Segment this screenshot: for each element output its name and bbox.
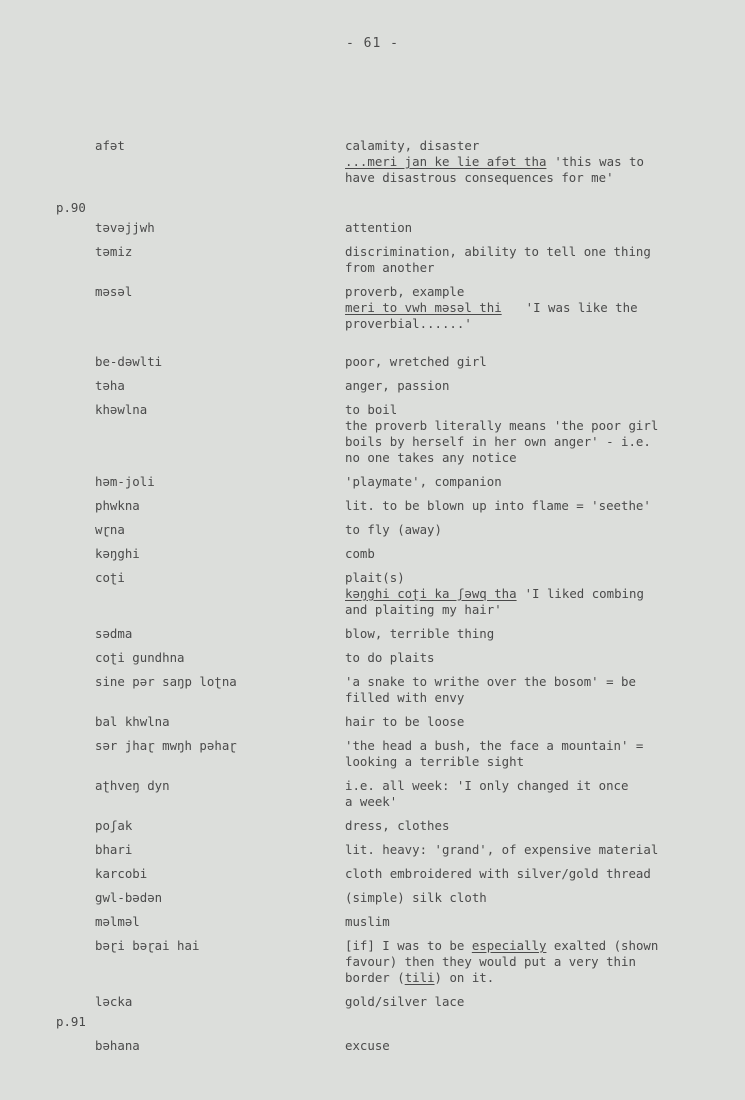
entry-term: bal khwlna [95,714,170,729]
entry-bhari [0,842,745,858]
entry-sadma [0,626,745,642]
entry-definition: 'the head a bush, the face a mountain' = looking a terrible sight [345,738,644,769]
entry-term: sine pər saŋp loʈna [95,674,237,689]
page-number: - 61 - [346,36,399,51]
glossary-list [0,138,745,1054]
entry-term: təmiz [95,244,133,259]
entry-khawlna [0,402,745,466]
entry-tavajjwh [0,220,745,236]
entry-term: ləcka [95,994,133,1009]
entry-term: bəɽi bəɽai hai [95,938,200,953]
entry-term: poʃak [95,818,133,833]
entry-term: coʈi gundhna [95,650,185,665]
entry-term: sər jhaɽ mwŋh pəhaɽ [95,738,237,753]
entry-term: həm-joli [95,474,155,489]
page-marker-p91: p.91 [56,1014,86,1029]
entry-term: phwkna [95,498,140,513]
entry-definition: to boil the proverb literally means 'the poor girl boils by herself in her own anger' - i.e. no one takes any notice [345,402,659,465]
entry-term: məsəl [95,284,133,299]
entry-term: be-dəwlti [95,354,163,369]
entry-karcobi [0,866,745,882]
entry-wrna [0,522,745,538]
entry-tamiz [0,244,745,276]
entry-definition: to do plaits [345,650,435,665]
entry-definition: [if] I was to be especially exalted (shown favour) then they would put a very thin border (tili) on it. [345,938,659,985]
entry-bal [0,714,745,730]
page-marker-p90: p.90 [56,200,86,215]
entry-lacka [0,994,745,1010]
entry-cotigundhna [0,650,745,666]
entry-definition: proverb, example meri to vwh məsəl thi 'I was like the proverbial......' [345,284,638,331]
entry-term: bəhana [95,1038,140,1053]
entry-definition: anger, passion [345,378,450,393]
entry-sar [0,738,745,770]
entry-definition: i.e. all week: 'I only changed it once a week' [345,778,629,809]
entry-term: aʈhveŋ dyn [95,778,170,793]
entry-definition: 'playmate', companion [345,474,502,489]
entry-definition: muslim [345,914,390,929]
entry-hamjoli [0,474,745,490]
example-phrase: ...meri jan ke lie afət tha [345,154,547,169]
entry-definition: plait(s) kəŋghi coʈi ka ʃəwq tha 'I liked combing and plaiting my hair' [345,570,644,617]
entry-definition: lit. to be blown up into flame = 'seethe' [345,498,651,513]
entry-gwlbadan [0,890,745,906]
entry-term: təvəjjwh [95,220,155,235]
entry-term: gwl-bədən [95,890,163,905]
entry-definition: gold/silver lace [345,994,465,1009]
entry-definition: lit. heavy: 'grand', of expensive material [345,842,659,857]
entry-bedawlti [0,354,745,370]
entry-malmal [0,914,745,930]
entry-term: karcobi [95,866,148,881]
entry-definition: excuse [345,1038,390,1053]
example-phrase: meri to vwh məsəl thi [345,300,502,315]
entry-term: afət [95,138,125,153]
entry-definition: dress, clothes [345,818,450,833]
entry-term: məlməl [95,914,140,929]
entry-term: wɽna [95,522,125,537]
entry-definition: to fly (away) [345,522,442,537]
entry-definition: (simple) silk cloth [345,890,487,905]
entry-definition: hair to be loose [345,714,465,729]
entry-term: sədma [95,626,133,641]
entry-term: təha [95,378,125,393]
entry-athven [0,778,745,810]
entry-bari [0,938,745,986]
entry-afat [0,138,745,186]
entry-term: coʈi [95,570,125,585]
entry-definition: poor, wretched girl [345,354,487,369]
entry-definition: calamity, disaster ...meri jan ke lie afət tha 'this was to have disastrous consequences for me' [345,138,644,185]
entry-posak [0,818,745,834]
entry-term: kəŋghi [95,546,140,561]
entry-definition: comb [345,546,375,561]
entry-term: khəwlna [95,402,148,417]
entry-definition: blow, terrible thing [345,626,495,641]
entry-coti [0,570,745,618]
entry-kanghi [0,546,745,562]
entry-definition: attention [345,220,413,235]
example-phrase: kəŋghi coʈi ka ʃəwq tha [345,586,517,601]
entry-term: bhari [95,842,133,857]
entry-definition: cloth embroidered with silver/gold thread [345,866,651,881]
entry-masal [0,284,745,332]
entry-phwkna [0,498,745,514]
entry-bahana [0,1038,745,1054]
entry-definition: discrimination, ability to tell one thing from another [345,244,651,275]
entry-definition: 'a snake to writhe over the bosom' = be filled with envy [345,674,636,705]
entry-sine [0,674,745,706]
entry-taha [0,378,745,394]
